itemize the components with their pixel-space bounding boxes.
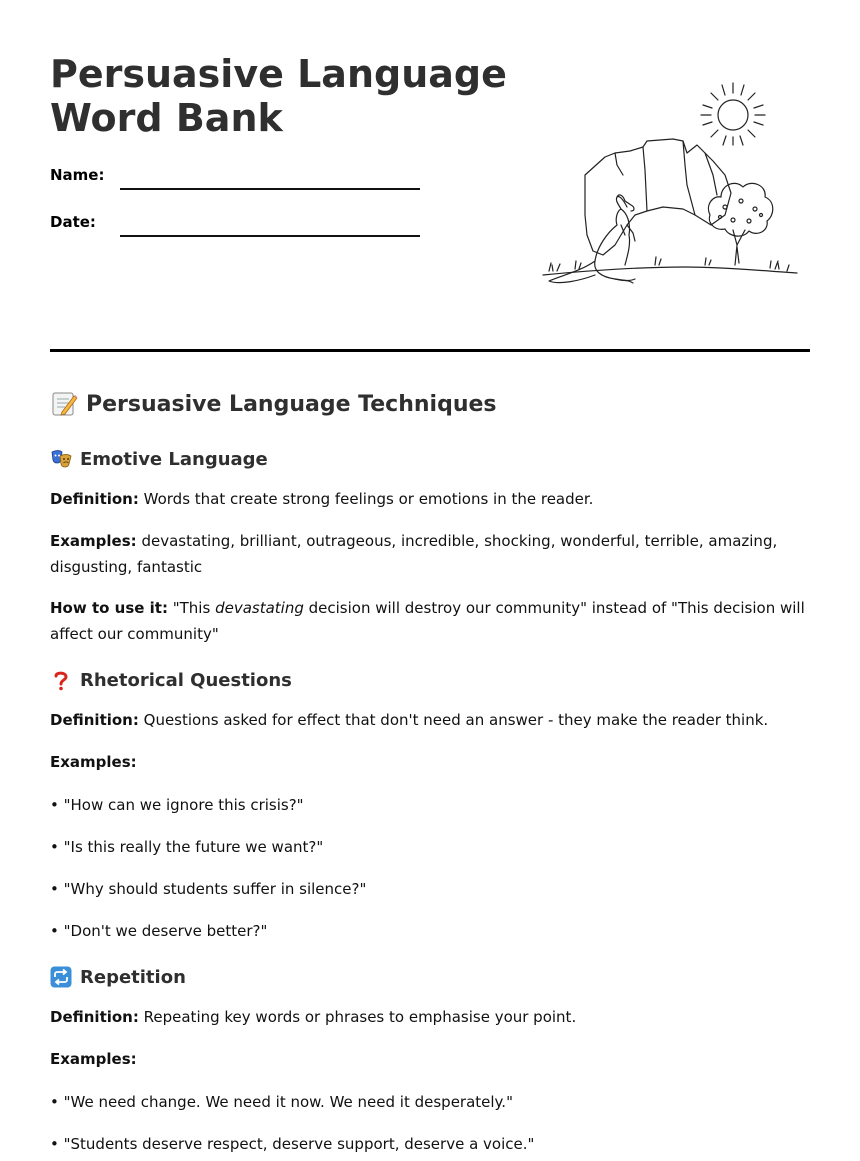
rhetorical-definition (50, 707, 810, 733)
date-field (50, 213, 430, 243)
emotive-examples-text: devastating, brilliant, outrageous, incredible, shocking, wonderful, terrible, amazing, disgusting, fantastic (50, 532, 778, 576)
rhetorical-examples-label-row (50, 749, 810, 775)
title-line-1: Persuasive Language (50, 52, 507, 96)
list-item: • "Students deserve respect, deserve support, deserve a voice." (50, 1135, 535, 1153)
theatre-masks-icon (50, 448, 72, 470)
sun-icon (701, 83, 765, 145)
repetition-definition-text: Repeating key words or phrases to emphasise your point. (143, 1008, 577, 1026)
repetition-examples-label: Examples: (50, 1050, 137, 1068)
kangaroo-icon (549, 195, 635, 283)
repetition-heading (50, 962, 810, 992)
techniques-section (50, 388, 810, 1155)
emotive-language-title: Emotive Language (80, 448, 268, 470)
list-item: • "Is this really the future we want?" (50, 838, 324, 856)
page-title (50, 52, 510, 140)
emotive-definition-text: Words that create strong feelings or emotions in the reader. (143, 490, 594, 508)
repetition-examples-label-row (50, 1046, 810, 1072)
repeat-icon (50, 966, 72, 988)
list-item: • "How can we ignore this crisis?" (50, 796, 304, 814)
australian-landscape-kangaroo-sun-icon (535, 75, 805, 295)
rhetorical-questions-title: Rhetorical Questions (80, 669, 292, 691)
techniques-heading-text: Persuasive Language Techniques (86, 391, 497, 417)
emotive-examples-label: Examples: (50, 532, 137, 550)
name-field (50, 166, 430, 196)
name-line (120, 188, 420, 190)
section-divider (50, 349, 810, 352)
emotive-definition-label: Definition: (50, 490, 139, 508)
rhetorical-examples-label: Examples: (50, 753, 137, 771)
date-label: Date: (50, 213, 96, 231)
emotive-definition (50, 486, 810, 512)
list-item: • "Why should students suffer in silence?" (50, 880, 367, 898)
rhetorical-definition-label: Definition: (50, 711, 139, 729)
name-label: Name: (50, 166, 105, 184)
rock-icon (585, 139, 731, 255)
question-mark-icon (50, 669, 72, 691)
emotive-howto-label: How to use it: (50, 599, 168, 617)
emotive-howto-post: decision will destroy our community" instead of "This decision will affect our community" (50, 599, 805, 643)
date-line (120, 235, 420, 237)
title-line-2: Word Bank (50, 96, 283, 140)
repetition-title: Repetition (80, 966, 186, 988)
emotive-howto-em: devastating (215, 599, 304, 617)
techniques-heading (50, 388, 810, 420)
list-item: • "Don't we deserve better?" (50, 922, 268, 940)
rhetorical-definition-text: Questions asked for effect that don't need an answer - they make the reader think. (143, 711, 769, 729)
emotive-howto (50, 595, 810, 647)
emotive-examples (50, 528, 810, 580)
rhetorical-questions-heading (50, 665, 810, 695)
memo-icon (50, 390, 78, 418)
emotive-howto-pre: "This (172, 599, 216, 617)
repetition-definition (50, 1004, 810, 1030)
repetition-definition-label: Definition: (50, 1008, 139, 1026)
tree-icon (708, 183, 772, 265)
emotive-language-heading (50, 444, 810, 474)
list-item: • "We need change. We need it now. We need it desperately." (50, 1093, 513, 1111)
